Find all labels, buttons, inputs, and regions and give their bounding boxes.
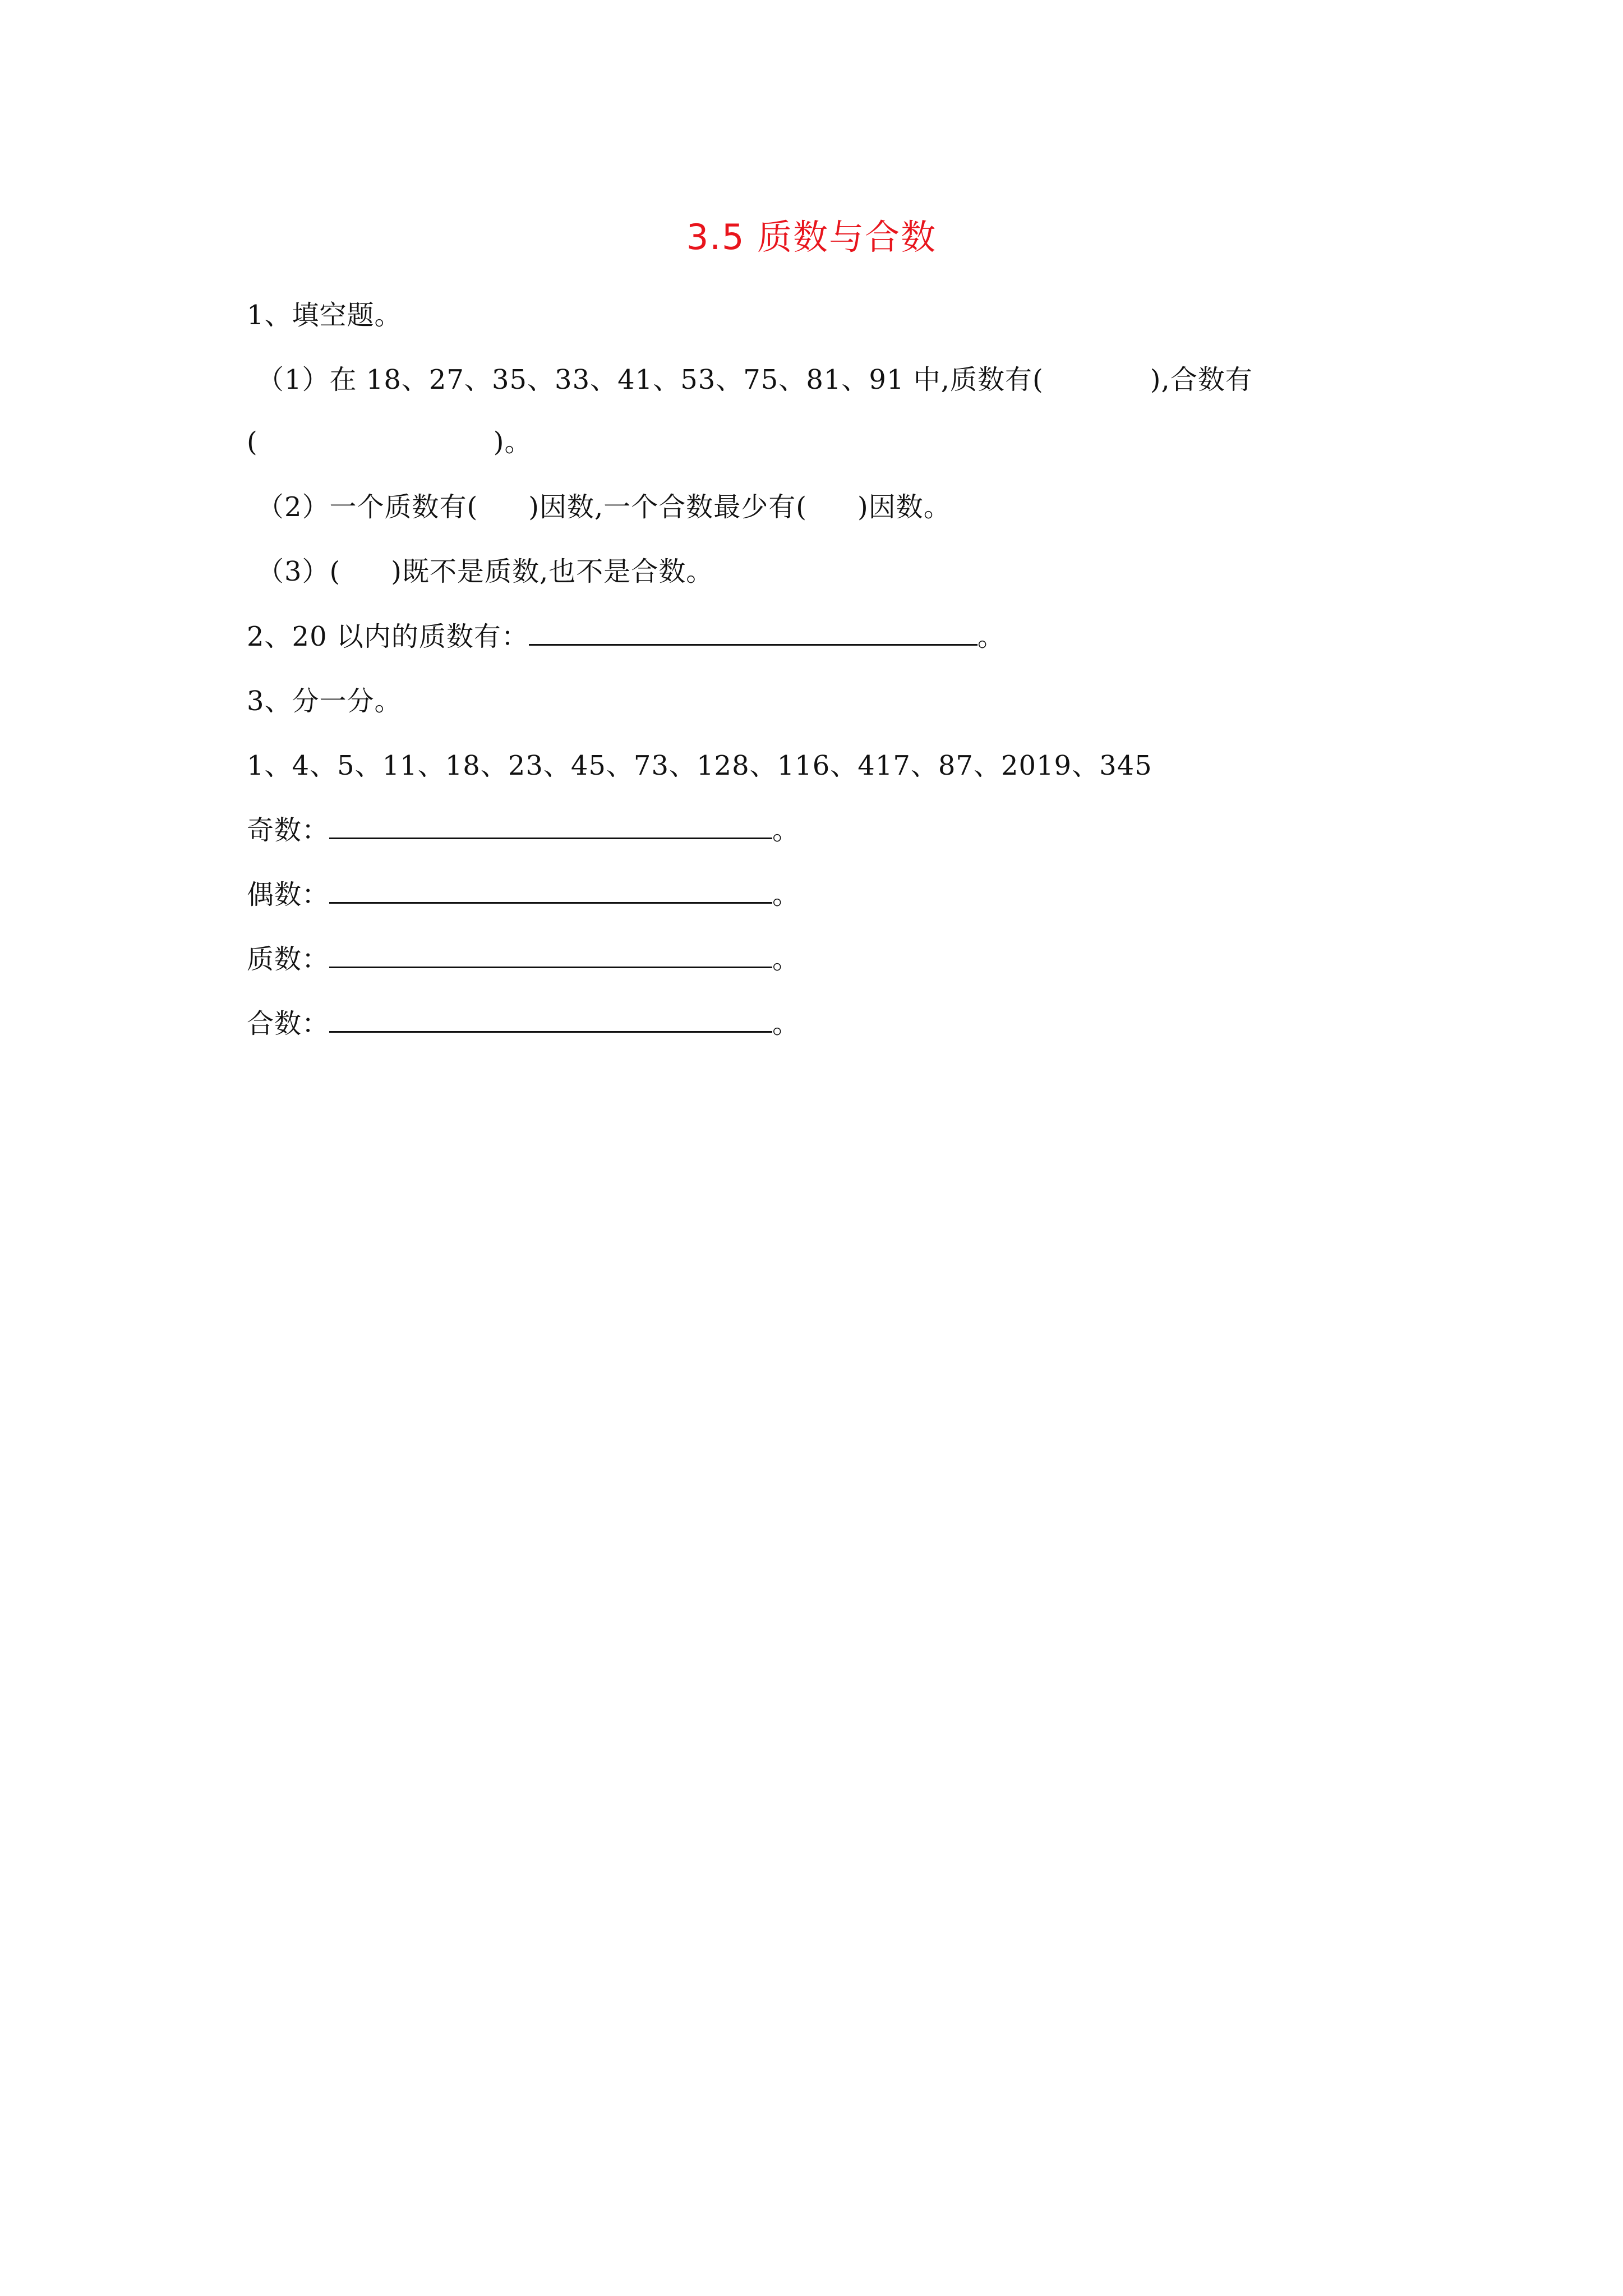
odd-end: 。 xyxy=(772,815,800,846)
q1-p1-prefix: （1）在 18、27、35、33、41、53、75、81、91 中,质数有( xyxy=(257,364,1044,395)
composite-answer-blank[interactable] xyxy=(329,1006,772,1033)
q1-p3-prefix: （3）( xyxy=(257,556,341,587)
classify-row-prime xyxy=(247,941,800,977)
classify-row-composite xyxy=(247,1006,800,1042)
question-1-heading: 1、填空题。 xyxy=(247,300,402,331)
q2-prefix: 2、20 以内的质数有： xyxy=(247,621,529,652)
q2-end: 。 xyxy=(977,621,1005,652)
classify-row-even xyxy=(247,877,800,913)
odd-label: 奇数： xyxy=(247,815,330,846)
q2-answer-blank[interactable] xyxy=(529,619,978,646)
even-end: 。 xyxy=(772,879,800,910)
q1-p1-mid: ),合数有 xyxy=(1150,364,1253,395)
prime-answer-blank[interactable] xyxy=(329,942,772,968)
prime-end: 。 xyxy=(772,944,800,975)
q1-p1-line2-close: )。 xyxy=(493,426,532,458)
question-1-part-1-line-2 xyxy=(247,424,532,460)
q1-p2-prefix: （2）一个质数有( xyxy=(257,491,478,523)
even-answer-blank[interactable] xyxy=(329,877,772,904)
question-3-numbers: 1、4、5、11、18、23、45、73、128、116、417、87、2019、345 xyxy=(247,750,1152,781)
composite-label: 合数： xyxy=(247,1008,330,1039)
page-title: 3.5 质数与合数 xyxy=(686,217,937,257)
question-2 xyxy=(247,619,1005,655)
even-label: 偶数： xyxy=(247,879,330,910)
question-1-part-1 xyxy=(257,362,1253,398)
q1-p1-line2-open: ( xyxy=(247,426,258,458)
q1-p2-end: )因数。 xyxy=(857,491,951,523)
odd-answer-blank[interactable] xyxy=(329,813,772,839)
q1-p2-mid: )因数,一个合数最少有( xyxy=(528,491,807,523)
question-1-part-2 xyxy=(257,489,951,525)
prime-label: 质数： xyxy=(247,944,330,975)
question-1-part-3 xyxy=(257,554,713,590)
q1-p3-end: )既不是质数,也不是合数。 xyxy=(391,556,714,587)
question-3-heading: 3、分一分。 xyxy=(247,685,402,717)
classify-row-odd xyxy=(247,812,800,848)
composite-end: 。 xyxy=(772,1008,800,1039)
